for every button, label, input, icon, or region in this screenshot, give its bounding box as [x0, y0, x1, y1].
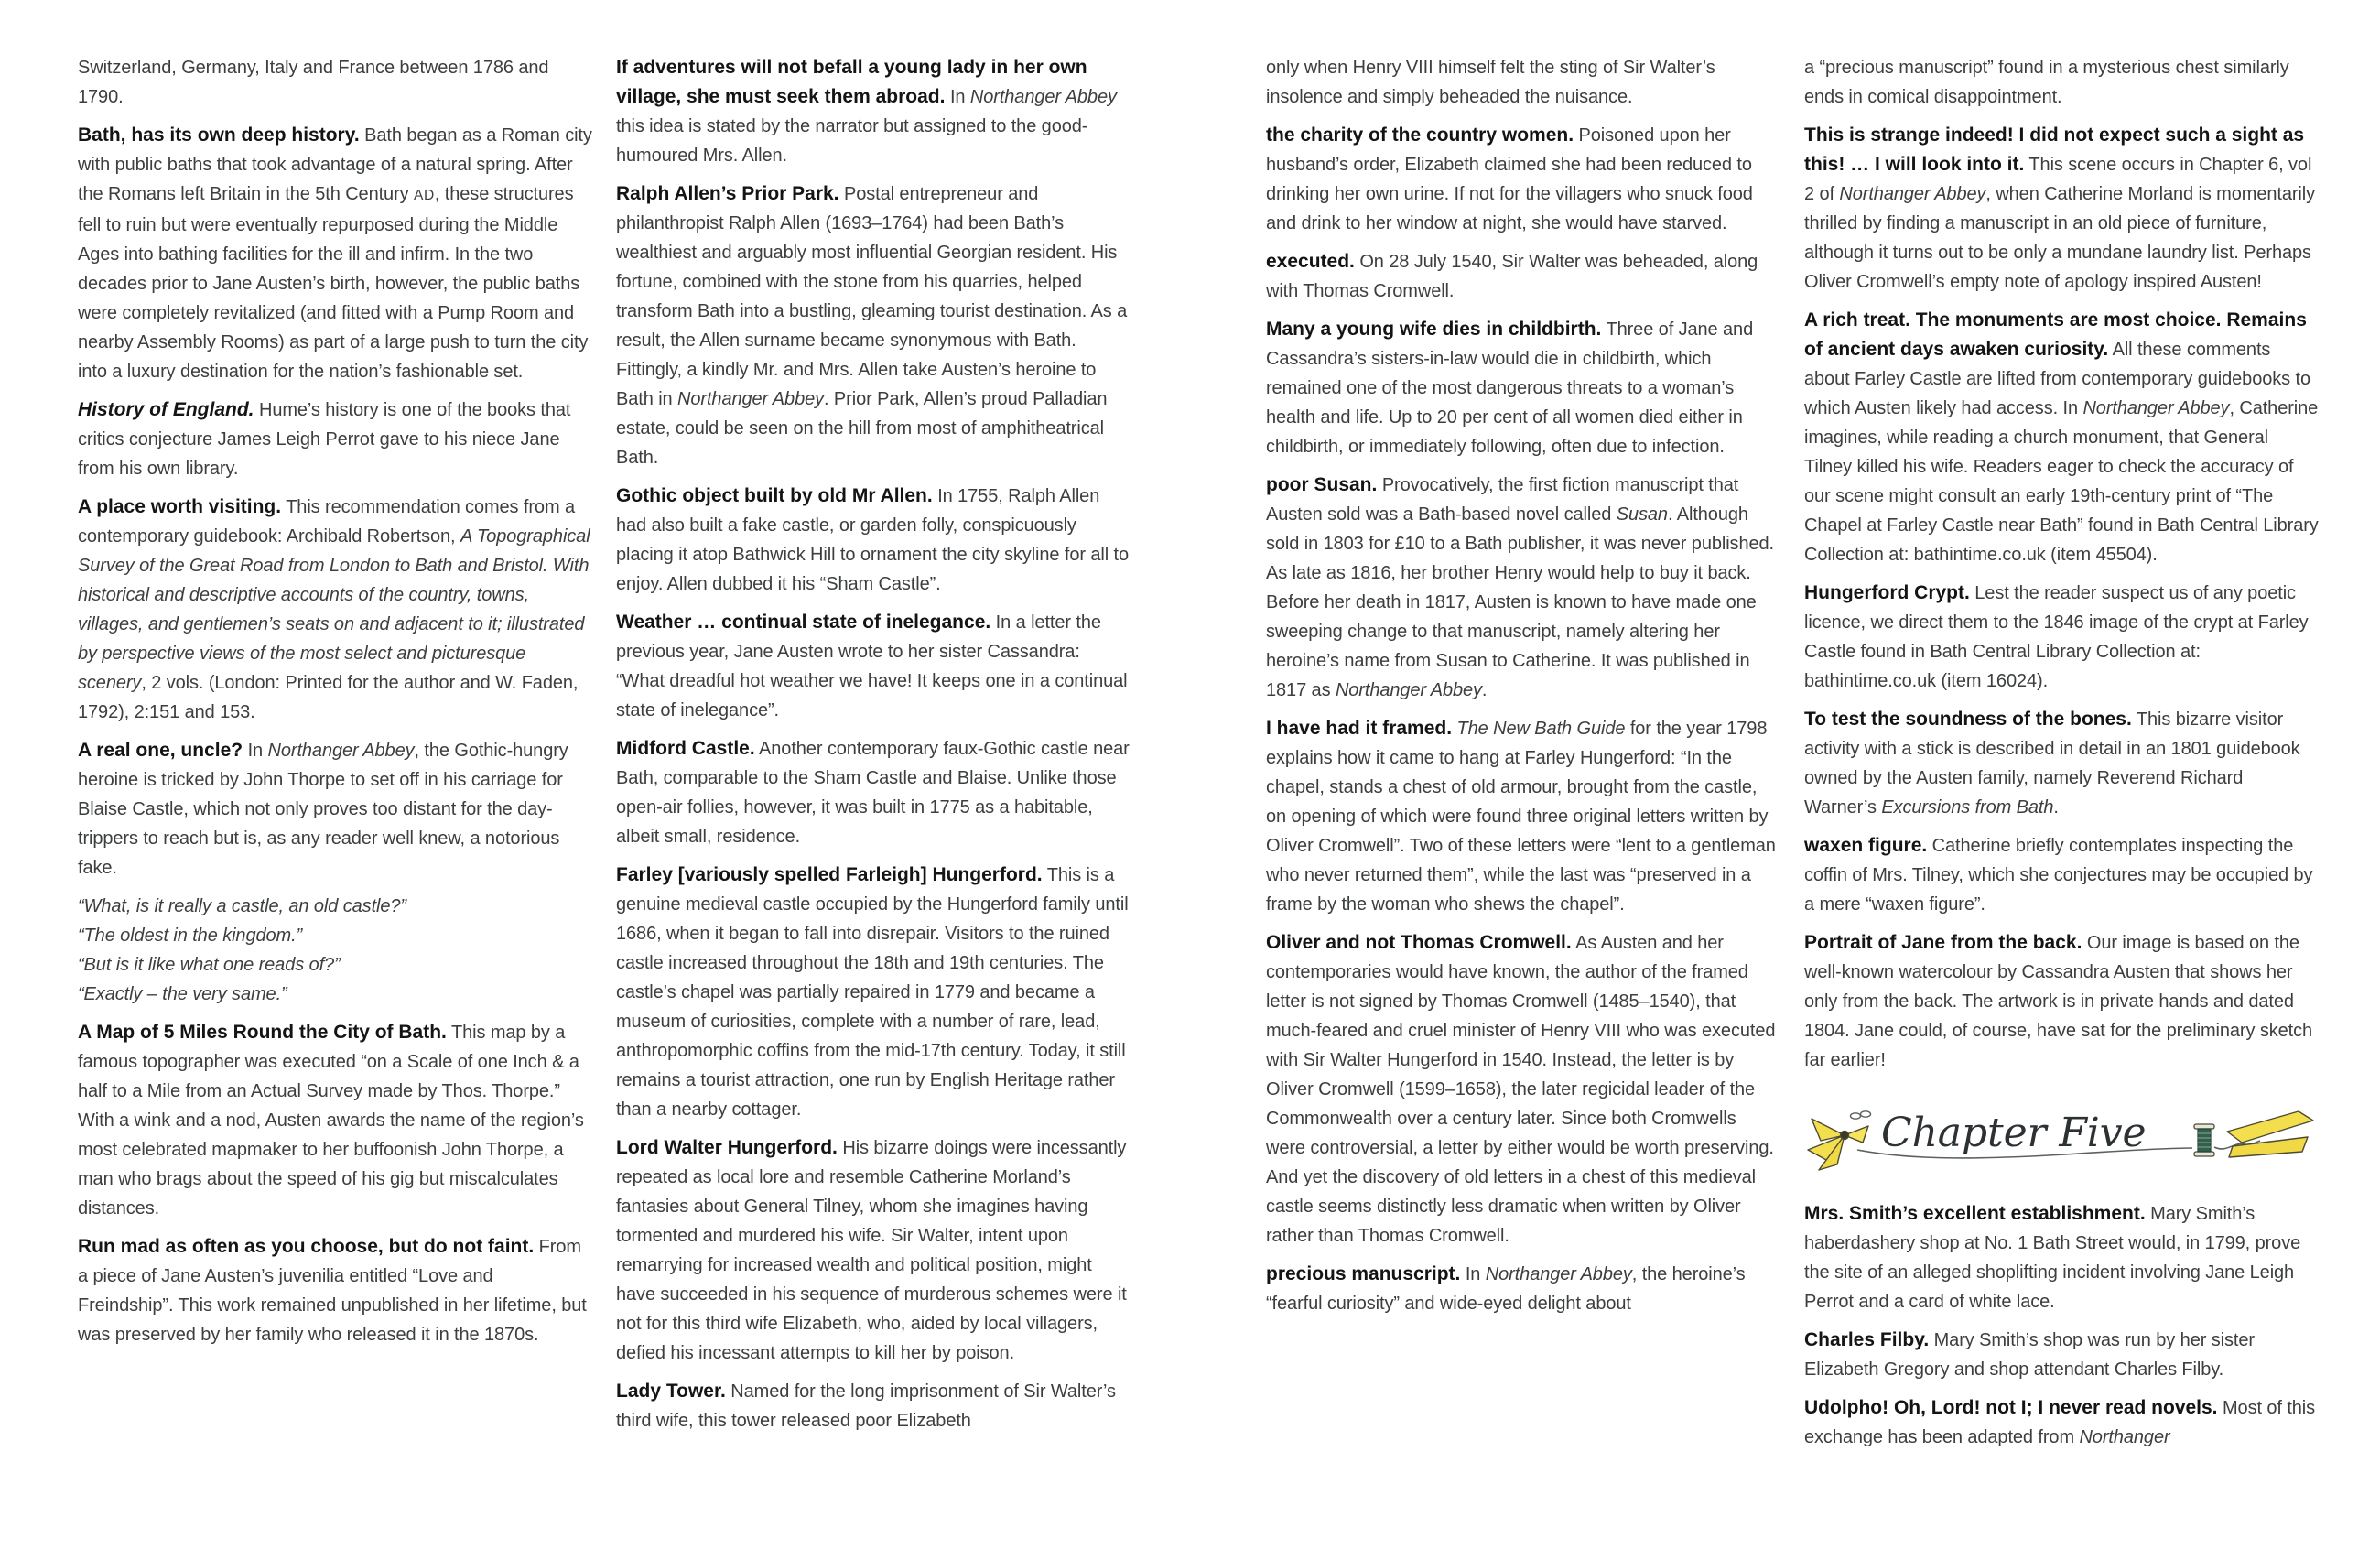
- note-paragraph: [78, 1018, 592, 1223]
- note-text: Northanger Abbey: [1839, 184, 1986, 204]
- quote-line: [78, 950, 592, 980]
- note-heading: Oliver and not Thomas Cromwell.: [1266, 932, 1572, 953]
- note-text: “But is it like what one reads of?”: [78, 955, 341, 975]
- note-text: In 1755, Ralph Allen had also built a fake castle, or garden folly, conspicuously placing it atop Bathwick Hill to ornament the city skyline for all to enjoy. Allen dubbed it his “Sham Castle”.: [616, 486, 1130, 594]
- note-text: , 2 vols. (London: Printed for the author and W. Faden, 1792), 2:151 and 153.: [78, 673, 579, 722]
- note-text: .: [1481, 680, 1488, 700]
- note-text: In: [1460, 1264, 1486, 1284]
- note-heading: Ralph Allen’s Prior Park.: [616, 183, 839, 204]
- note-heading: A Map of 5 Miles Round the City of Bath.: [78, 1022, 447, 1043]
- note-text: Northanger Abbey: [677, 389, 825, 409]
- note-text: Named for the long imprisonment of Sir Walter’s third wife, this tower released poor Elizabeth: [616, 1381, 1116, 1431]
- note-heading: Gothic object built by old Mr Allen.: [616, 485, 933, 506]
- note-heading: poor Susan.: [1266, 474, 1378, 495]
- note-text: , these structures fell to ruin but were eventually repurposed during the Middle Ages into bathing facilities for the ill and infirm. In the two decades prior to Jane Austen’s birth, however, the public baths were completely revitalized (and fitted with a Pump Room and nearby Assembly Rooms) as part of a large push to turn the city into a luxury destination for the nation’s fashionable set.: [78, 184, 589, 382]
- chapter-five-illustration: [1804, 1086, 2319, 1181]
- note-text: AD: [414, 188, 435, 203]
- note-paragraph: [78, 53, 592, 112]
- note-heading: waxen figure.: [1804, 835, 1928, 856]
- note-text: Northanger Abbey: [1335, 680, 1482, 700]
- note-text: Northanger Abbey: [267, 741, 415, 761]
- note-text: Mary Smith’s shop was run by her sister Elizabeth Gregory and shop attendant Charles Filby.: [1804, 1330, 2255, 1380]
- chapter-title: Chapter Five: [1881, 1110, 2147, 1156]
- note-text: Our image is based on the well-known watercolour by Cassandra Austen that shows her only from the back. The artwork is in private hands and dated 1804. Jane could, of course, have sat for the preliminary sketch far earlier!: [1804, 933, 2313, 1070]
- note-text: Hume’s history is one of the books that critics conjecture James Leigh Perrot gave to his niece Jane from his own library.: [78, 400, 571, 479]
- note-heading: Lord Walter Hungerford.: [616, 1137, 838, 1158]
- note-text: Northanger: [2079, 1427, 2170, 1447]
- note-text: Northanger Abbey: [969, 87, 1117, 107]
- note-heading: To test the soundness of the bones.: [1804, 709, 2132, 730]
- note-paragraph: [78, 493, 592, 727]
- note-heading: I have had it framed.: [1266, 718, 1453, 739]
- note-text: Switzerland, Germany, Italy and France between 1786 and 1790.: [78, 58, 549, 107]
- notes-column-2: [616, 53, 1130, 1518]
- note-text: From a piece of Jane Austen’s juvenilia entitled “Love and Freindship”. This work remained unpublished in her lifetime, but was preserved by her family who released it in the 1870s.: [78, 1237, 587, 1345]
- note-text: for the year 1798 explains how it came to hang at Farley Hungerford: “In the chapel, stands a chest of old armour, brought from the castle, on opening of which were found three original letters written by Oliver Cromwell”. Two of these letters were “lent to a gentleman who never returned them”, while the last was “preserved in a frame by the woman who shews the chapel”.: [1266, 719, 1776, 915]
- note-heading: executed.: [1266, 251, 1355, 272]
- note-text: “What, is it really a castle, an old castle?”: [78, 896, 406, 916]
- note-paragraph: [616, 608, 1130, 725]
- note-text: , Catherine imagines, while reading a church monument, that General Tilney killed his wife. Readers eager to check the accuracy of our scene might consult an early 19th-century print of “The Chapel at Farley Castle near Bath” found in Bath Central Library Collection at: bathintime.co.uk (item 45504).: [1804, 398, 2319, 565]
- notes-column-3: [1266, 53, 1780, 1518]
- quote-line: [78, 980, 592, 1009]
- quote-line: [78, 921, 592, 950]
- note-text: Lest the reader suspect us of any poetic licence, we direct them to the 1846 image of the crypt at Farley Castle found in Bath Central Library Collection at: bathintime.co.uk (item 16024).: [1804, 583, 2309, 691]
- note-text: only when Henry VIII himself felt the sting of Sir Walter’s insolence and simply beheaded the nuisance.: [1266, 58, 1715, 107]
- note-paragraph: [616, 734, 1130, 851]
- note-paragraph: [1266, 1260, 1780, 1318]
- note-paragraph: [1804, 928, 2319, 1075]
- note-text: On 28 July 1540, Sir Walter was beheaded, along with Thomas Cromwell.: [1266, 252, 1758, 301]
- notes-column-4: [1804, 53, 2319, 1518]
- note-text: “The oldest in the kingdom.”: [78, 926, 303, 946]
- note-text: a “precious manuscript” found in a mysterious chest similarly ends in comical disappointment.: [1804, 58, 2289, 107]
- note-paragraph: [78, 736, 592, 883]
- note-paragraph: [1804, 1393, 2319, 1452]
- note-heading: A rich treat. The monuments are most choice. Remains of ancient days awaken curiosity.: [1804, 309, 2307, 360]
- note-text: Northanger Abbey: [1485, 1264, 1632, 1284]
- note-text: This recommendation comes from a contemporary guidebook: Archibald Robertson,: [78, 497, 575, 547]
- note-text: Northanger Abbey: [2082, 398, 2230, 418]
- note-text: Mary Smith’s haberdashery shop at No. 1 Bath Street would, in 1799, prove the site of an alleged shoplifting incident involving Jane Leigh Perrot and a card of white lace.: [1804, 1204, 2301, 1312]
- note-text: In: [243, 741, 268, 761]
- bow-icon: [1808, 1119, 1868, 1170]
- note-heading: If adventures will not befall a young lady in her own village, she must seek them abroad.: [616, 57, 1087, 107]
- note-heading: A real one, uncle?: [78, 740, 243, 761]
- note-text: , when Catherine Morland is momentarily thrilled by finding a manuscript in an old piece of furniture, although it turns out to be only a mundane laundry list. Perhaps Oliver Cromwell’s empty note of apology inspired Austen!: [1804, 184, 2315, 292]
- note-heading: Hungerford Crypt.: [1804, 582, 1970, 603]
- note-paragraph: [1804, 53, 2319, 112]
- note-heading: History of England.: [78, 399, 254, 420]
- note-heading: This is strange indeed! I did not expect such a sight as this! … I will look into it.: [1804, 125, 2305, 175]
- note-text: This is a genuine medieval castle occupied by the Hungerford family until 1686, when it began to fall into disrepair. Visitors to the ruined castle increased throughout the 18th and 19th centuries. The castle’s chapel was partially repaired in 1779 and became a museum of curiosities, complete with a number of rare, lead, anthropomorphic coffins from the mid-17th century. Today, it still remains a tourist attraction, one run by English Heritage rather than a nearby cottager.: [616, 865, 1129, 1120]
- note-paragraph: [78, 1232, 592, 1349]
- note-text: , the Gothic-hungry heroine is tricked by John Thorpe to set off in his carriage for Blaise Castle, which not only proves too distant for the day-trippers to reach but is, as any reader well knew, a notorious fake.: [78, 741, 568, 878]
- note-heading: A place worth visiting.: [78, 496, 282, 517]
- note-text: . Prior Park, Allen’s proud Palladian estate, could be seen on the hill from most of amphitheatrical Bath.: [616, 389, 1108, 468]
- note-text: “Exactly – the very same.”: [78, 984, 287, 1004]
- note-heading: Udolpho! Oh, Lord! not I; I never read novels.: [1804, 1397, 2218, 1418]
- bead-detail: [1851, 1111, 1871, 1119]
- note-text: A Topographical Survey of the Great Road from London to Bath and Bristol. With historical and descriptive accounts of the country, towns, villages, and gentlemen’s seats on and adjacent to it; illustrated by perspective views of the most select and picturesque scenery: [78, 526, 590, 693]
- note-heading: Midford Castle.: [616, 738, 755, 759]
- note-text: Catherine briefly contemplates inspecting the coffin of Mrs. Tilney, which she conjectures may be occupied by a mere “waxen figure”.: [1804, 836, 2313, 915]
- note-paragraph: [616, 1377, 1130, 1435]
- note-text: This map by a famous topographer was executed “on a Scale of one Inch & a half to a Mile from an Actual Survey made by Thos. Thorpe.” With a wink and a nod, Austen awards the name of the region’s most celebrated mapmaker to her buffoonish John Thorpe, a man who brags about the speed of his gig but miscalculates distances.: [78, 1023, 584, 1219]
- note-paragraph: [1266, 53, 1780, 112]
- note-paragraph: [1804, 705, 2319, 822]
- note-heading: Charles Filby.: [1804, 1329, 1930, 1350]
- note-paragraph: [1804, 831, 2319, 919]
- note-heading: Many a young wife dies in childbirth.: [1266, 319, 1602, 340]
- note-heading: Run mad as often as you choose, but do not faint.: [78, 1236, 535, 1257]
- note-paragraph: [78, 395, 592, 483]
- note-heading: Portrait of Jane from the back.: [1804, 932, 2082, 953]
- note-text: Most of this exchange has been adapted from: [1804, 1398, 2316, 1447]
- note-paragraph: [1266, 121, 1780, 238]
- note-text: The New Bath Guide: [1452, 719, 1626, 739]
- note-paragraph: [1266, 928, 1780, 1251]
- quote-line: [78, 892, 592, 921]
- note-text: , the heroine’s “fearful curiosity” and wide-eyed delight about: [1266, 1264, 1746, 1314]
- note-paragraph: [1804, 1326, 2319, 1384]
- note-text: Another contemporary faux-Gothic castle near Bath, comparable to the Sham Castle and Blaise. Unlike those open-air follies, however, it was built in 1775 as a habitable, albeit small, residence.: [616, 739, 1130, 847]
- note-text: .: [2053, 797, 2059, 818]
- note-paragraph: [616, 1133, 1130, 1368]
- note-paragraph: [1266, 247, 1780, 306]
- ribbon-icon: [2227, 1111, 2313, 1157]
- note-heading: Lady Tower.: [616, 1381, 726, 1402]
- note-paragraph: [616, 482, 1130, 599]
- note-text: . Although sold in 1803 for £10 to a Bath publisher, it was never published. As late as 1816, her brother Henry would help to buy it back. Before her death in 1817, Austen is known to have made one sweeping change to that manuscript, namely altering her heroine’s name from Susan to Catherine. It was published in 1817 as: [1266, 504, 1774, 700]
- note-paragraph: [78, 121, 592, 386]
- note-heading: Weather … continual state of inelegance.: [616, 612, 991, 633]
- note-heading: precious manuscript.: [1266, 1263, 1461, 1284]
- note-paragraph: [1804, 579, 2319, 696]
- note-text: Three of Jane and Cassandra’s sisters-in-law would die in childbirth, which remained one of the most dangerous threats to a woman’s health and life. Up to 20 per cent of all women died either in childbirth, or immediately following, often due to infection.: [1266, 320, 1754, 457]
- note-text: All these comments about Farley Castle are lifted from contemporary guidebooks to which Austen likely had access. In: [1804, 340, 2310, 418]
- note-paragraph: [1266, 714, 1780, 919]
- note-text: This bizarre visitor activity with a stick is described in detail in an 1801 guidebook owned by the Austen family, namely Reverend Richard Warner’s: [1804, 710, 2300, 818]
- note-text: this idea is stated by the narrator but assigned to the good-humoured Mrs. Allen.: [616, 116, 1088, 166]
- note-paragraph: [1804, 306, 2319, 569]
- note-text: In: [945, 87, 970, 107]
- notes-column-1: [78, 53, 592, 1518]
- note-text: Excursions from Bath: [1881, 797, 2054, 818]
- note-paragraph: [616, 179, 1130, 472]
- note-text: His bizarre doings were incessantly repeated as local lore and resemble Catherine Morland’s fantasies about General Tilney, whom she imagines having tormented and murdered his wife. Sir Walter, intent upon remarrying for increased wealth and political position, might have succeeded in his sequence of murderous schemes were it not for this third wife Elizabeth, who, aided by local villagers, defied his incessant attempts to kill her by poison.: [616, 1138, 1127, 1363]
- note-heading: Bath, has its own deep history.: [78, 125, 360, 146]
- note-text: This scene occurs in Chapter 6, vol 2 of: [1804, 155, 2312, 204]
- note-paragraph: [1266, 315, 1780, 461]
- note-text: In a letter the previous year, Jane Austen wrote to her sister Cassandra: “What dreadful hot weather we have! It keeps one in a continual state of inelegance”.: [616, 612, 1128, 720]
- note-text: Poisoned upon her husband’s order, Elizabeth claimed she had been reduced to drinking her own urine. If not for the villagers who snuck food and drink to her window at night, she would have starved.: [1266, 125, 1753, 233]
- note-paragraph: [1266, 471, 1780, 705]
- note-text: Postal entrepreneur and philanthropist Ralph Allen (1693–1764) had been Bath’s wealthiest and arguably most influential Georgian resident. His fortune, combined with the stone from his quarries, helped transform Bath into a bustling, gleaming tourist destination. As a result, the Allen surname became synonymous with Bath. Fittingly, a kindly Mr. and Mrs. Allen take Austen’s heroine to Bath in: [616, 184, 1128, 409]
- note-heading: Farley [variously spelled Farleigh] Hungerford.: [616, 864, 1043, 885]
- note-text: Susan: [1616, 504, 1668, 525]
- spool-icon: [2194, 1124, 2214, 1156]
- note-heading: the charity of the country women.: [1266, 125, 1574, 146]
- note-text: Bath began as a Roman city with public baths that took advantage of a natural spring. After the Romans left Britain in the 5th Century: [78, 125, 592, 204]
- note-heading: Mrs. Smith’s excellent establishment.: [1804, 1203, 2146, 1224]
- note-text: As Austen and her contemporaries would have known, the author of the framed letter is not signed by Thomas Cromwell (1485–1540), that much-feared and cruel minister of Henry VIII who was executed with Sir Walter Hungerford in 1540. Instead, the letter is by Oliver Cromwell (1599–1658), the later regicidal leader of the Commonwealth over a century later. Since both Cromwells were controversial, a letter by either would be worth preserving. And yet the discovery of old letters in a chest of this medieval castle seems distinctly less dramatic when written by Oliver rather than Thomas Cromwell.: [1266, 933, 1776, 1246]
- note-paragraph: [616, 53, 1130, 170]
- note-paragraph: [1804, 1199, 2319, 1316]
- note-paragraph: [616, 861, 1130, 1124]
- note-paragraph: [1804, 121, 2319, 297]
- note-text: Provocatively, the first fiction manuscript that Austen sold was a Bath-based novel called: [1266, 475, 1739, 525]
